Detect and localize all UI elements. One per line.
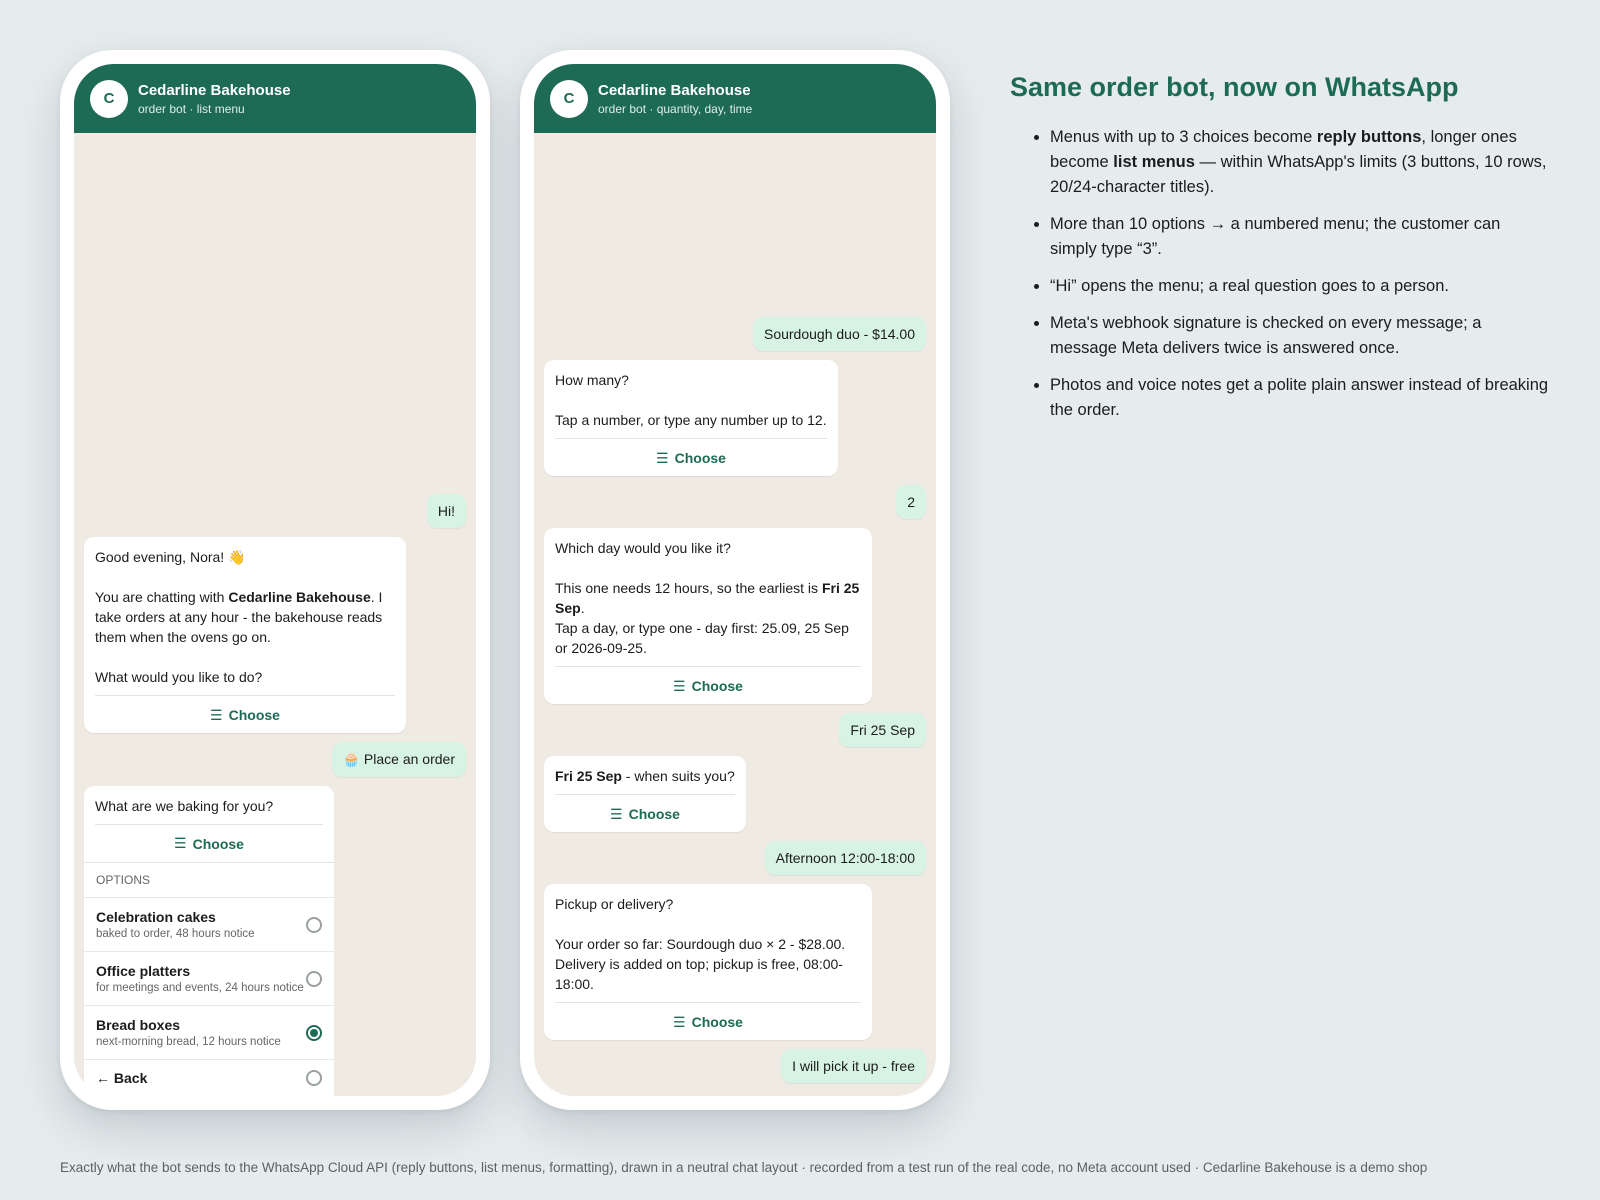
notes-title: Same order bot, now on WhatsApp bbox=[1010, 72, 1459, 102]
message-list bbox=[74, 133, 476, 1096]
outgoing-message-item: Sourdough duo - $14.00 bbox=[753, 317, 926, 351]
feature-notes bbox=[1010, 72, 1550, 435]
avatar: C bbox=[550, 80, 588, 118]
note-item: • More than 10 options → a numbered menu; the customer can simply type “3”. bbox=[1050, 212, 1550, 262]
list-icon: ☰ bbox=[210, 706, 223, 723]
list-menu-panel bbox=[84, 786, 334, 1096]
outgoing-message-day: Fri 25 Sep bbox=[839, 713, 926, 747]
chat-screen bbox=[534, 64, 936, 1096]
message-text: Tap a day, or type one - day first: 25.09, 25 Sep or 2026-09-25. bbox=[555, 620, 849, 656]
option-description: for meetings and events, 24 hours notice bbox=[96, 982, 304, 994]
list-icon: ☰ bbox=[174, 835, 187, 851]
contact-subtitle: order bot · quantity, day, time bbox=[598, 101, 753, 116]
incoming-message-greeting bbox=[84, 537, 406, 733]
avatar: C bbox=[90, 80, 128, 118]
note-item: • Photos and voice notes get a polite plain answer instead of breaking the order. bbox=[1050, 373, 1550, 423]
choose-button[interactable]: ☰ Choose bbox=[555, 438, 827, 476]
list-icon: ☰ bbox=[656, 449, 669, 466]
list-question: What are we baking for you? bbox=[95, 798, 274, 814]
contact-name: Cedarline Bakehouse bbox=[598, 81, 751, 99]
option-title: Office platters bbox=[96, 963, 191, 979]
message-text: This one needs 12 hours, so the earliest is Fri 25 Sep. bbox=[555, 580, 860, 616]
chat-screen bbox=[74, 64, 476, 1096]
message-text: How many? bbox=[555, 372, 629, 388]
choose-button[interactable]: ☰ Choose bbox=[555, 666, 861, 704]
incoming-message-pickup bbox=[544, 884, 872, 1040]
incoming-message-time bbox=[544, 756, 746, 832]
phone-mockup-list-menu bbox=[60, 50, 490, 1110]
chat-header bbox=[534, 64, 936, 133]
notes-list bbox=[1010, 125, 1550, 423]
contact-name: Cedarline Bakehouse bbox=[138, 81, 291, 99]
message-text: Delivery is added on top; pickup is free, 08:00-18:00. bbox=[555, 956, 843, 992]
note-item: • Meta's webhook signature is checked on every message; a message Meta delivers twice is answered once. bbox=[1050, 311, 1550, 361]
incoming-message-how-many bbox=[544, 360, 838, 476]
option-title: Bread boxes bbox=[96, 1017, 181, 1033]
choose-button[interactable]: ☰ Choose bbox=[555, 1002, 861, 1040]
option-title: ← Back bbox=[96, 1070, 148, 1086]
list-option-bread-boxes[interactable] bbox=[84, 1005, 334, 1059]
footer-caption: Exactly what the bot sends to the WhatsApp Cloud API (reply buttons, list menus, formatting), drawn in a neutral chat layout · recorded from a test run of the real code, no Meta account used · Cedarline Bakehouse is a demo shop bbox=[60, 1160, 1428, 1175]
outgoing-message-pickup: I will pick it up - free bbox=[781, 1049, 926, 1083]
radio-button[interactable] bbox=[306, 971, 322, 987]
incoming-message-day bbox=[544, 528, 872, 704]
contact-subtitle: order bot · list menu bbox=[138, 101, 245, 116]
greeting-intro: You are chatting with Cedarline Bakehouse. I take orders at any hour - the bakehouse reads them when the ovens go on. bbox=[95, 589, 383, 645]
radio-button[interactable] bbox=[306, 1070, 322, 1086]
message-list bbox=[534, 133, 936, 1096]
choose-button[interactable]: ☰ Choose bbox=[95, 824, 323, 862]
outgoing-message-hi: Hi! bbox=[427, 494, 466, 528]
radio-button-selected[interactable] bbox=[306, 1025, 322, 1041]
message-text: Pickup or delivery? bbox=[555, 896, 674, 912]
phone-mockup-quantity-day-time bbox=[520, 50, 950, 1110]
choose-button[interactable]: ☰ Choose bbox=[555, 794, 735, 832]
radio-button[interactable] bbox=[306, 917, 322, 933]
message-text: Your order so far: Sourdough duo × 2 - $28.00. bbox=[555, 936, 846, 952]
options-header: OPTIONS bbox=[84, 862, 334, 897]
list-option-celebration-cakes[interactable] bbox=[84, 897, 334, 951]
message-text: Fri 25 Sep - when suits you? bbox=[555, 768, 735, 784]
option-title: Celebration cakes bbox=[96, 909, 216, 925]
greeting-question: What would you like to do? bbox=[95, 669, 263, 685]
list-icon: ☰ bbox=[610, 805, 623, 822]
note-item: • “Hi” opens the menu; a real question goes to a person. bbox=[1050, 274, 1550, 299]
list-option-back[interactable] bbox=[84, 1059, 334, 1096]
greeting-line: Good evening, Nora! 👋 bbox=[95, 549, 246, 565]
message-text: Tap a number, or type any number up to 12. bbox=[555, 412, 827, 428]
option-description: baked to order, 48 hours notice bbox=[96, 928, 255, 940]
message-text: Which day would you like it? bbox=[555, 540, 731, 556]
note-item: • Menus with up to 3 choices become reply buttons, longer ones become list menus — within WhatsApp's limits (3 buttons, 10 rows, 20/24-character titles). bbox=[1050, 125, 1550, 200]
list-icon: ☰ bbox=[673, 1013, 686, 1030]
option-description: next-morning bread, 12 hours notice bbox=[96, 1036, 281, 1048]
chat-header bbox=[74, 64, 476, 133]
outgoing-message-time: Afternoon 12:00-18:00 bbox=[765, 841, 926, 875]
outgoing-message-place-order: 🧁 Place an order bbox=[332, 742, 466, 777]
outgoing-message-quantity: 2 bbox=[896, 485, 926, 519]
list-icon: ☰ bbox=[673, 677, 686, 694]
list-option-office-platters[interactable] bbox=[84, 951, 334, 1005]
choose-button[interactable]: ☰ Choose bbox=[95, 695, 395, 733]
